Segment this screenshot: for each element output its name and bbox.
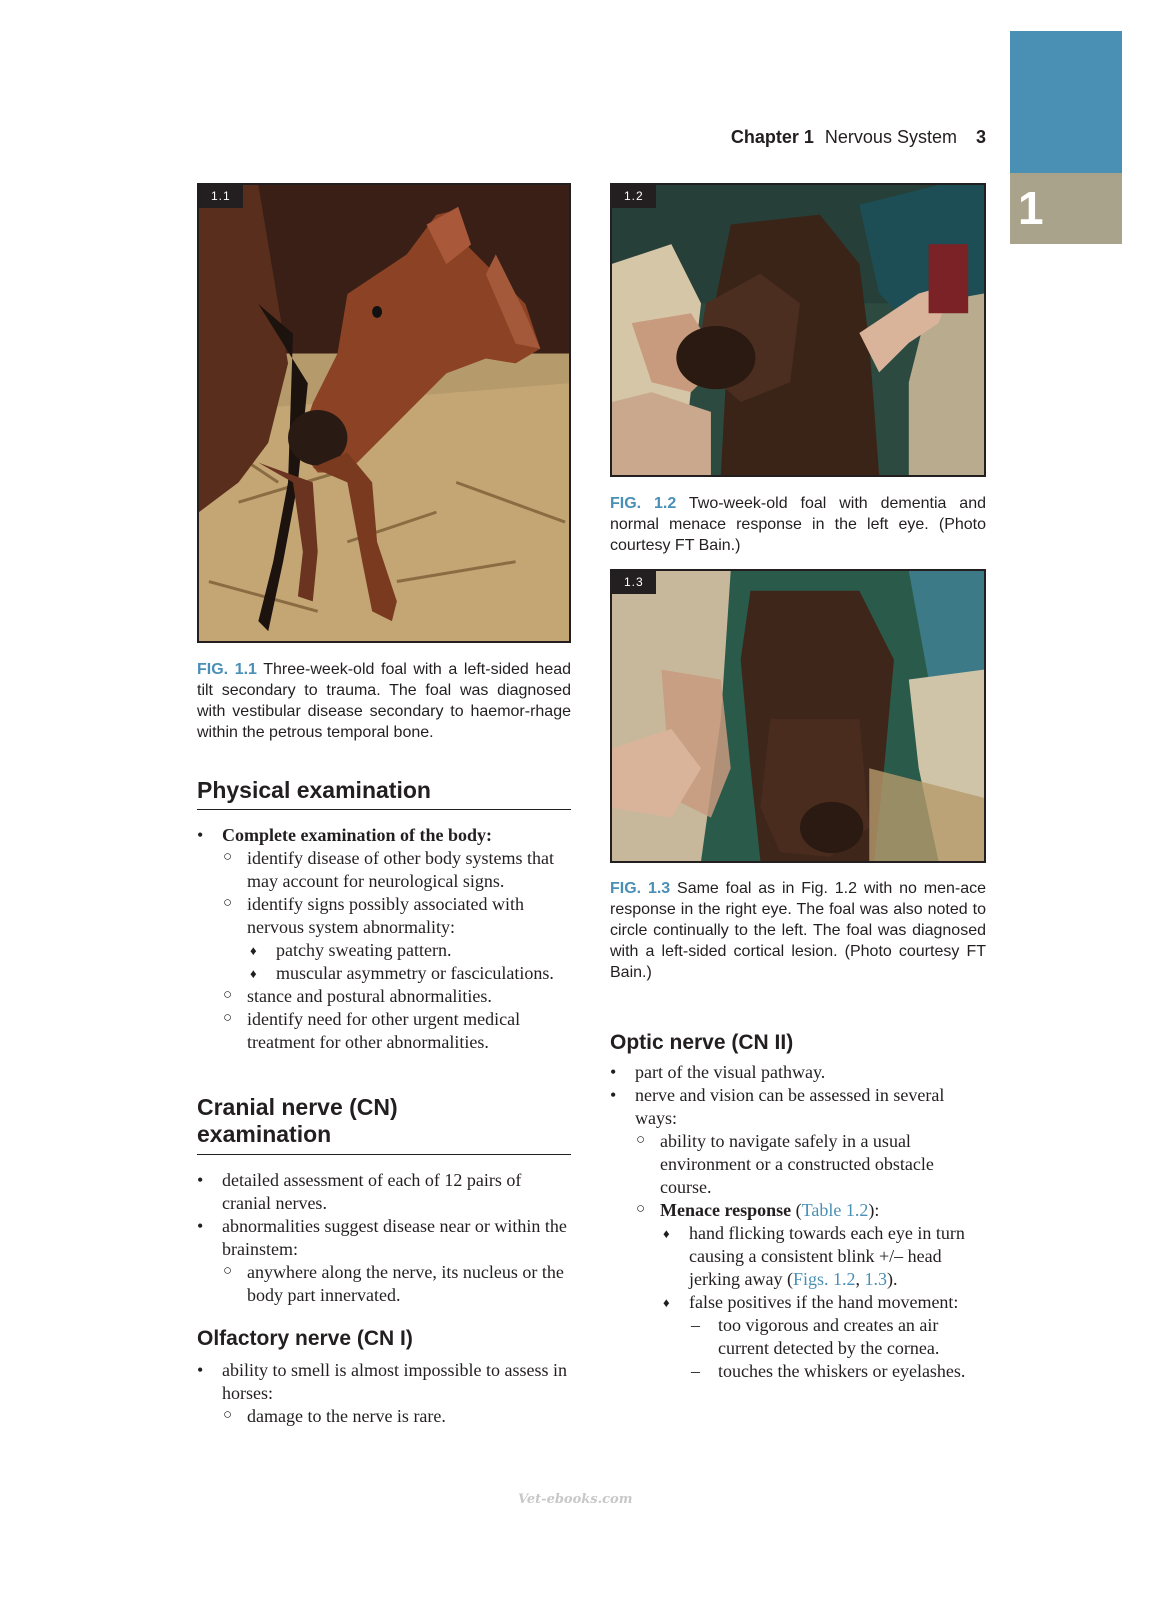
bullet-marker: • (197, 825, 204, 845)
list-item-text: ability to smell is almost impossible to assess in horses: (222, 1360, 567, 1403)
circle-marker: ○ (223, 895, 233, 911)
list-item-text: Complete examination of the body: (222, 825, 492, 845)
list-item-text: anywhere along the nerve, its nucleus or the body part innervated. (247, 1262, 564, 1305)
cranial-nerve-heading-line1: Cranial nerve (CN) (197, 1094, 398, 1120)
figure-1-1-label: 1.1 (199, 185, 243, 208)
watermark: Vet-ebooks.com (518, 1492, 633, 1507)
cranial-nerve-section (197, 1094, 571, 1307)
list-item-text: identify disease of other body systems that may account for neurological signs. (247, 848, 554, 891)
circle-marker: ○ (636, 1201, 646, 1217)
running-head-chapter: Chapter 1 (730, 127, 814, 147)
figure-1-2-label: 1.2 (612, 185, 656, 208)
list-item-text: muscular asymmetry or fasciculations. (276, 963, 554, 983)
cranial-nerve-heading (197, 1094, 571, 1148)
figure-1-3-number: FIG. 1.3 (610, 880, 671, 897)
figure-1-2-caption-text: Two-week-old foal with dementia and normal menace response in the left eye. (Photo courtesy FT Bain.) (610, 495, 987, 554)
figure-1-2-number: FIG. 1.2 (610, 495, 677, 512)
list-item-text: touches the whiskers or eyelashes. (718, 1361, 966, 1381)
fig-1-3-link[interactable]: 1.3 (864, 1269, 887, 1289)
figure-1-1-caption (197, 659, 571, 743)
dash-list (689, 1314, 986, 1383)
sub-sub-list (660, 1222, 986, 1383)
circle-marker: ○ (223, 1263, 233, 1279)
list-item (610, 1084, 986, 1383)
list-item (689, 1360, 986, 1383)
figure-1-3-photo (610, 569, 986, 863)
list-item (689, 1314, 986, 1360)
sub-list (222, 1261, 571, 1307)
list-item (197, 1215, 571, 1307)
dash-marker: – (691, 1361, 700, 1381)
list-item: ○ Menace response (Table 1.2): ♦ hand flicking towards each eye in turn causing a consistent blink +/– head jerking away (Figs. 1.2, 1.3). ♦ false positives if the hand movement: – too vigorous and creates an air current detected by the cornea. – touches the whiskers or eyelashes. (635, 1199, 986, 1383)
circle-marker: ○ (223, 849, 233, 865)
bullet-marker: • (610, 1062, 617, 1082)
list-item (197, 824, 571, 1054)
list-item-text: nerve and vision can be assessed in several ways: (635, 1085, 945, 1128)
list-item-text: damage to the nerve is rare. (247, 1406, 446, 1426)
bullet-marker: • (610, 1085, 617, 1105)
physical-examination-section (197, 777, 571, 1054)
list-item (222, 1261, 571, 1307)
running-head (731, 127, 986, 148)
optic-nerve-section (610, 1030, 986, 1383)
olfactory-nerve-list (197, 1359, 571, 1428)
list-item (222, 985, 571, 1008)
circle-marker: ○ (223, 987, 233, 1003)
sub-sub-list (247, 939, 571, 985)
diamond-marker: ♦ (250, 943, 257, 958)
figure-1-2-caption (610, 493, 986, 556)
list-item-text: part of the visual pathway. (635, 1062, 826, 1082)
list-item (197, 1169, 571, 1215)
list-item-text: abnormalities suggest disease near or within the brainstem: (222, 1216, 567, 1259)
list-item (635, 1130, 986, 1199)
list-item (660, 1291, 986, 1383)
list-item-text: false positives if the hand movement: (689, 1292, 959, 1312)
list-item-text: stance and postural abnormalities. (247, 986, 492, 1006)
figure-1-3-caption-text: Same foal as in Fig. 1.2 with no men-ace response in the right eye. The foal was also noted to circle continually to the left. The foal was diagnosed with a left-sided cortical lesion. (Photo courtesy FT Bain.) (610, 880, 986, 981)
bullet-marker: • (197, 1360, 204, 1380)
list-item-text: identify need for other urgent medical treatment for other abnormalities. (247, 1009, 521, 1052)
list-item (222, 1008, 571, 1054)
sub-list (635, 1130, 986, 1383)
menace-response-term: Menace response (660, 1200, 792, 1220)
optic-nerve-heading: Optic nerve (CN II) (610, 1031, 794, 1054)
list-item (197, 1359, 571, 1428)
list-item-text: patchy sweating pattern. (276, 940, 452, 960)
list-item (222, 847, 571, 893)
list-item-text: too vigorous and creates an air current detected by the cornea. (718, 1315, 940, 1358)
list-item (222, 893, 571, 985)
list-item-text: hand flicking towards each eye in turn causing a consistent blink +/– head jerking away ( (689, 1223, 965, 1289)
list-item (222, 1405, 571, 1428)
circle-marker: ○ (223, 1407, 233, 1423)
figure-1-3-caption (610, 878, 986, 983)
figure-1-1-caption-text: Three-week-old foal with a left-sided head tilt secondary to trauma. The foal was diagnosed with vestibular disease secondary to haemor-rhage within the petrous temporal bone. (197, 661, 572, 741)
figure-1-2-photo (610, 183, 986, 477)
chapter-tab-number: 1 (1018, 182, 1044, 234)
physical-examination-heading: Physical examination (197, 777, 431, 803)
diamond-marker: ♦ (663, 1226, 670, 1241)
cranial-nerve-heading-line2: examination (197, 1121, 332, 1147)
physical-examination-list (197, 824, 571, 1054)
list-item (610, 1061, 986, 1084)
olfactory-nerve-heading: Olfactory nerve (CN I) (197, 1327, 413, 1350)
list-item (247, 962, 571, 985)
circle-marker: ○ (223, 1010, 233, 1026)
table-1-2-link[interactable]: Table 1.2 (801, 1200, 869, 1220)
section-rule (197, 809, 571, 810)
bullet-marker: • (197, 1170, 204, 1190)
list-item-text: identify signs possibly associated with nervous system abnormality: (247, 894, 524, 937)
olfactory-nerve-section (197, 1326, 571, 1428)
section-rule (197, 1154, 571, 1155)
chapter-tab-top (1010, 31, 1122, 173)
sub-list (222, 847, 571, 1054)
figs-1-2-link[interactable]: Figs. 1.2 (792, 1269, 856, 1289)
running-head-title: Nervous System (824, 127, 957, 147)
sub-list (222, 1405, 571, 1428)
diamond-marker: ♦ (250, 966, 257, 981)
figure-1-1-photo (197, 183, 571, 643)
optic-nerve-list (610, 1061, 986, 1383)
diamond-marker: ♦ (663, 1295, 670, 1310)
list-item: ♦ hand flicking towards each eye in turn causing a consistent blink +/– head jerking away (Figs. 1.2, 1.3). (663, 1223, 965, 1289)
figure-1-3-label: 1.3 (612, 571, 656, 594)
figure-1-1-number: FIG. 1.1 (197, 661, 257, 678)
list-item-text: detailed assessment of each of 12 pairs of cranial nerves. (222, 1170, 522, 1213)
circle-marker: ○ (636, 1132, 646, 1148)
list-item (247, 939, 571, 962)
bullet-marker: • (197, 1216, 204, 1236)
cranial-nerve-list (197, 1169, 571, 1307)
dash-marker: – (691, 1315, 700, 1335)
list-item-text: ability to navigate safely in a usual environment or a constructed obstacle course. (660, 1131, 934, 1197)
page-number: 3 (975, 127, 986, 147)
